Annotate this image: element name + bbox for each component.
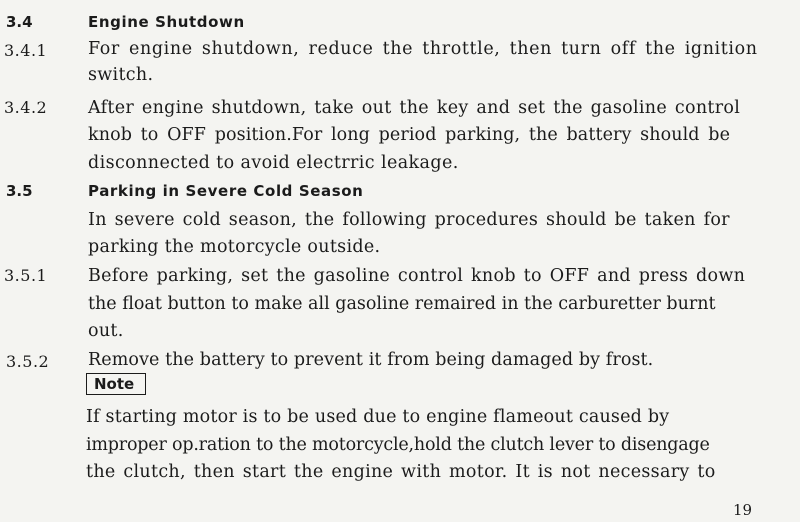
body-line: Remove the battery to prevent it from being damaged by frost.: [88, 350, 654, 370]
note-line: improper op.ration to the motorcycle,hold the clutch lever to disengage: [86, 435, 710, 455]
page-number: 19: [733, 501, 753, 519]
note-line: If starting motor is to be used due to engine flameout caused by: [86, 407, 670, 427]
subsection-number: 3.5.1: [4, 266, 48, 285]
note-label: Note: [94, 375, 135, 393]
section-heading: Parking in Severe Cold Season: [88, 182, 364, 200]
section-number: 3.5: [6, 182, 33, 200]
body-line: After engine shutdown, take out the key and set the gasoline control: [88, 98, 741, 118]
body-line: For engine shutdown, reduce the throttle, then turn off the ignition: [88, 39, 758, 59]
body-line: out.: [88, 321, 124, 341]
body-line: Before parking, set the gasoline control knob to OFF and press down: [88, 266, 746, 286]
body-line: parking the motorcycle outside.: [88, 237, 381, 257]
body-line: switch.: [88, 65, 154, 85]
subsection-number: 3.4.2: [4, 98, 48, 117]
note-label-box: [86, 373, 146, 395]
body-line: the float button to make all gasoline remaired in the carburetter burnt: [88, 294, 716, 314]
subsection-number: 3.5.2: [6, 352, 50, 371]
section-number: 3.4: [6, 13, 33, 31]
body-line: disconnected to avoid electrric leakage.: [88, 153, 459, 173]
subsection-number: 3.4.1: [4, 41, 48, 60]
section-heading: Engine Shutdown: [88, 13, 245, 31]
note-line: the clutch, then start the engine with motor. It is not necessary to: [86, 462, 716, 482]
body-line: knob to OFF position.For long period parking, the battery should be: [88, 125, 731, 145]
body-line: In severe cold season, the following procedures should be taken for: [88, 210, 730, 230]
